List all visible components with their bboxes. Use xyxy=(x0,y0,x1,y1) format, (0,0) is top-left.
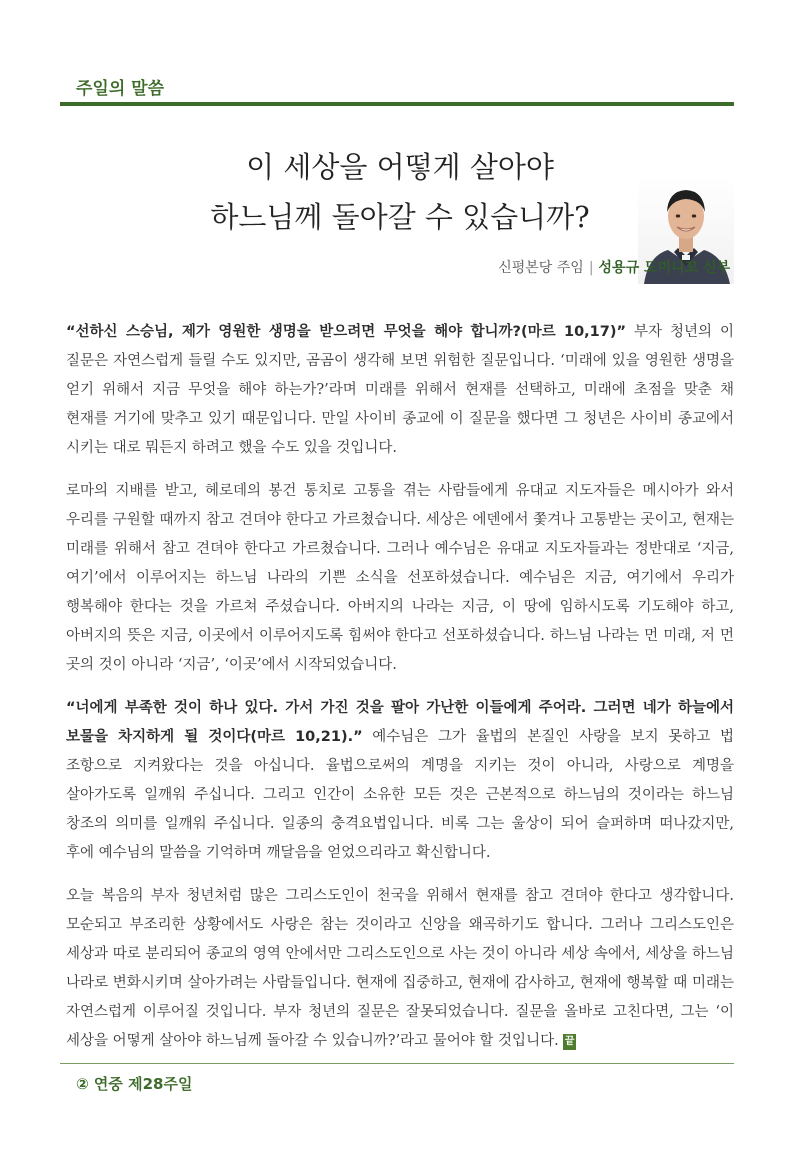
byline-author: 성용규 도미니꼬 신부 xyxy=(598,260,730,276)
byline-parish: 신평본당 주임 xyxy=(498,260,584,276)
byline xyxy=(498,257,730,277)
end-mark-icon: 끝 xyxy=(563,1034,577,1050)
page-footer: ② 연중 제28주일 xyxy=(76,1075,193,1093)
byline-separator: | xyxy=(588,260,594,276)
scripture-quote-1: “선하신 스승님, 제가 영원한 생명을 받으려면 무엇을 해야 합니까?(마르 10,17)” xyxy=(66,324,627,340)
top-divider xyxy=(60,102,734,106)
title-line-1: 이 세상을 어떻게 살아야 xyxy=(246,150,554,184)
article-body xyxy=(66,318,734,1070)
paragraph-4-text: 오늘 복음의 부자 청년처럼 많은 그리스도인이 천국을 위해서 현재를 참고 견뎌야 한다고 생각합니다. 모순되고 부조리한 상황에서도 사랑은 참는 것이라고 신앙을 왜곡하기도 합니다. 그러나 그리스도인은 세상과 따로 분리되어 종교의 영역 안에서만 그리스도인으로 사는 것이 아니라 세상 속에서, 세상을 하느님 나라로 변화시키며 살아가려는 사람들입니다. 현재에 집중하고, 현재에 감사하고, 현재에 행복할 때 미래는 자연스럽게 이루어질 것입니다. 부자 청년의 질문은 잘못되었습니다. 질문을 올바로 고친다면, 그는 ‘이 세상을 어떻게 살아야 하느님께 돌아갈 수 있습니까?’라고 물어야 할 것입니다. xyxy=(66,888,734,1049)
paragraph-2 xyxy=(66,477,734,680)
bottom-divider xyxy=(60,1063,734,1064)
section-label: 주일의 말씀 xyxy=(76,79,165,99)
scripture-quote-2: “너에게 부족한 것이 하나 있다. 가서 가진 것을 팔아 가난한 이들에게 주어라. 그러면 네가 하늘에서 보물을 차지하게 될 것이다(마르 10,21).” xyxy=(66,700,734,745)
paragraph-4 xyxy=(66,882,734,1056)
article-title xyxy=(190,142,610,242)
paragraph-3-text: 예수님은 그가 율법의 본질인 사랑을 보지 못하고 법 조항으로 지켜왔다는 것을 아십니다. 율법으로써의 계명을 지키는 것이 아니라, 사랑으로 계명을 살아가도록 일깨워 주십니다. 그리고 인간이 소유한 모든 것은 근본적으로 하느님의 것이라는 하느님 창조의 의미를 일깨워 주십니다. 일종의 충격요법입니다. 비록 그는 울상이 되어 슬퍼하며 떠나갔지만, 후에 예수님의 말씀을 기억하며 깨달음을 얻었으리라고 확신합니다. xyxy=(66,729,734,861)
paragraph-2-text: 로마의 지배를 받고, 헤로데의 봉건 통치로 고통을 겪는 사람들에게 유대교 지도자들은 메시아가 와서 우리를 구원할 때까지 참고 견뎌야 한다고 가르쳤습니다. 세상은 에덴에서 쫓겨나 고통받는 곳이고, 현재는 미래를 위해서 참고 견뎌야 한다고 가르쳤습니다. 그러나 예수님은 유대교 지도자들과는 정반대로 ‘지금, 여기’에서 이루어지는 하느님 나라의 기쁜 소식을 선포하셨습니다. 예수님은 지금, 여기에서 우리가 행복해야 한다는 것을 가르쳐 주셨습니다. 아버지의 나라는 지금, 이 땅에 임하시도록 기도해야 하고, 아버지의 뜻은 지금, 이곳에서 이루어지도록 힘써야 한다고 선포하셨습니다. 하느님 나라는 먼 미래, 저 먼 곳의 것이 아니라 ‘지금’, ‘이곳’에서 시작되었습니다. xyxy=(66,483,734,673)
paragraph-1 xyxy=(66,318,734,463)
title-line-2: 하느님께 돌아갈 수 있습니까? xyxy=(210,200,590,234)
paragraph-3 xyxy=(66,694,734,868)
paragraph-1-text: 부자 청년의 이 질문은 자연스럽게 들릴 수도 있지만, 곰곰이 생각해 보면 위험한 질문입니다. ‘미래에 있을 영원한 생명을 얻기 위해서 지금 무엇을 해야 하는가?’라며 미래를 위해서 현재를 선택하고, 미래에 초점을 맞춘 채 현재를 거기에 맞추고 있기 때문입니다. 만일 사이비 종교에 이 질문을 했다면 그 청년은 사이비 종교에서 시키는 대로 뭐든지 하려고 했을 수도 있을 것입니다. xyxy=(66,324,734,456)
